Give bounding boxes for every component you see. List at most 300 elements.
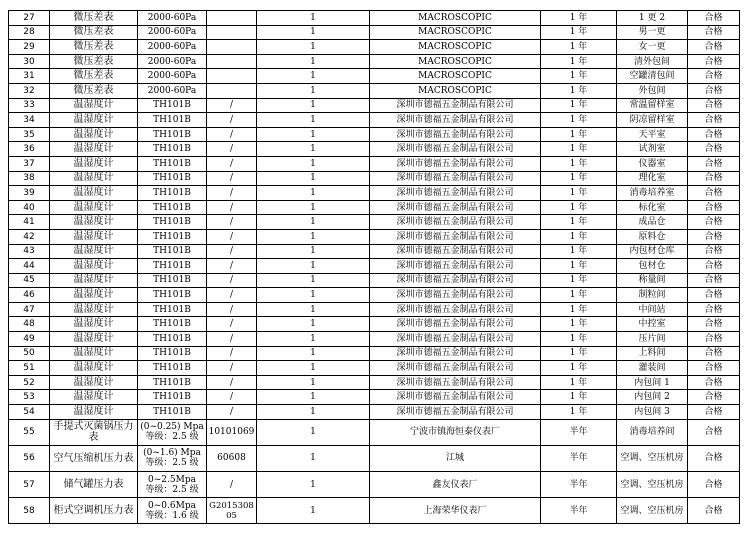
location: 上料间: [617, 346, 688, 361]
model-spec: 2000-60Pa: [138, 54, 207, 69]
calibration-cycle: 1 年: [541, 200, 617, 215]
model-spec: TH101B: [138, 390, 207, 405]
instrument-name: 温湿度计: [50, 127, 138, 142]
manufacturer: 鑫友仪表厂: [370, 472, 541, 498]
manufacturer: 深圳市德福五金制品有限公司: [370, 142, 541, 157]
result: 合格: [688, 54, 740, 69]
model-spec: TH101B: [138, 332, 207, 347]
instrument-name: 微压差表: [50, 40, 138, 55]
manufacturer: MACROSCOPIC: [370, 11, 541, 26]
result: 合格: [688, 375, 740, 390]
row-number: 27: [9, 11, 50, 26]
quantity: 1: [257, 11, 370, 26]
result: 合格: [688, 142, 740, 157]
quantity: 1: [257, 98, 370, 113]
manufacturer: 深圳市德福五金制品有限公司: [370, 200, 541, 215]
serial-number: [207, 83, 257, 98]
quantity: 1: [257, 419, 370, 445]
quantity: 1: [257, 244, 370, 259]
quantity: 1: [257, 54, 370, 69]
manufacturer: 深圳市德福五金制品有限公司: [370, 215, 541, 230]
table-row: [9, 156, 740, 171]
manufacturer: 深圳市德福五金制品有限公司: [370, 229, 541, 244]
serial-number: /: [207, 317, 257, 332]
row-number: 35: [9, 127, 50, 142]
table-row: [9, 127, 740, 142]
table-row: [9, 244, 740, 259]
instrument-name: 温湿度计: [50, 288, 138, 303]
serial-number: /: [207, 361, 257, 376]
calibration-cycle: 1 年: [541, 273, 617, 288]
calibration-cycle: 1 年: [541, 346, 617, 361]
model-spec: TH101B: [138, 259, 207, 274]
table-row: [9, 472, 740, 498]
manufacturer: MACROSCOPIC: [370, 40, 541, 55]
row-number: 36: [9, 142, 50, 157]
result: 合格: [688, 229, 740, 244]
model-spec: TH101B: [138, 244, 207, 259]
row-number: 51: [9, 361, 50, 376]
calibration-cycle: 1 年: [541, 302, 617, 317]
instrument-name: 温湿度计: [50, 332, 138, 347]
serial-number: /: [207, 171, 257, 186]
calibration-cycle: 1 年: [541, 98, 617, 113]
quantity: 1: [257, 390, 370, 405]
model-spec: 2000-60Pa: [138, 83, 207, 98]
serial-number: /: [207, 346, 257, 361]
quantity: 1: [257, 361, 370, 376]
instrument-name: 温湿度计: [50, 215, 138, 230]
serial-number: [207, 54, 257, 69]
model-range: (0~1.6) Mpa: [143, 448, 201, 459]
serial-number: /: [207, 302, 257, 317]
table-row: [9, 11, 740, 26]
manufacturer: 深圳市德福五金制品有限公司: [370, 244, 541, 259]
quantity: 1: [257, 69, 370, 84]
model-spec: TH101B: [138, 186, 207, 201]
calibration-cycle: 1 年: [541, 113, 617, 128]
model-spec: 2000-60Pa: [138, 11, 207, 26]
serial-number: /: [207, 472, 257, 498]
result: 合格: [688, 215, 740, 230]
table-row: [9, 83, 740, 98]
model-spec: 2000-60Pa: [138, 25, 207, 40]
result: 合格: [688, 200, 740, 215]
row-number: 53: [9, 390, 50, 405]
manufacturer: 深圳市德福五金制品有限公司: [370, 405, 541, 420]
location: 内包间 3: [617, 405, 688, 420]
table-row: [9, 361, 740, 376]
result: 合格: [688, 259, 740, 274]
row-number: 49: [9, 332, 50, 347]
table-row: [9, 229, 740, 244]
model-spec: TH101B: [138, 98, 207, 113]
row-number: 44: [9, 259, 50, 274]
manufacturer: 江城: [370, 445, 541, 471]
row-number: 54: [9, 405, 50, 420]
instrument-name: 温湿度计: [50, 142, 138, 157]
instrument-name: 微压差表: [50, 11, 138, 26]
model-spec: TH101B: [138, 361, 207, 376]
calibration-cycle: 1 年: [541, 127, 617, 142]
manufacturer: 深圳市德福五金制品有限公司: [370, 375, 541, 390]
calibration-cycle: 半年: [541, 445, 617, 471]
model-spec: TH101B: [138, 288, 207, 303]
instrument-name: 温湿度计: [50, 156, 138, 171]
quantity: 1: [257, 186, 370, 201]
quantity: 1: [257, 40, 370, 55]
row-number: 56: [9, 445, 50, 471]
manufacturer: MACROSCOPIC: [370, 69, 541, 84]
location: 内包材仓库: [617, 244, 688, 259]
location: 阴凉留样室: [617, 113, 688, 128]
model-grade: 等级：2.5 级: [145, 484, 199, 495]
location: 清外包间: [617, 54, 688, 69]
manufacturer: 深圳市德福五金制品有限公司: [370, 288, 541, 303]
instrument-name: 温湿度计: [50, 273, 138, 288]
manufacturer: 深圳市德福五金制品有限公司: [370, 317, 541, 332]
instrument-name: 微压差表: [50, 69, 138, 84]
model-grade: 等级：2.5 级: [145, 432, 199, 443]
location: 压片间: [617, 332, 688, 347]
model-range: (0~0.25) Mpa: [140, 422, 204, 433]
table-row: [9, 419, 740, 445]
quantity: 1: [257, 332, 370, 347]
table-row: [9, 142, 740, 157]
model-spec: TH101B: [138, 375, 207, 390]
quantity: 1: [257, 229, 370, 244]
instrument-name: 储气罐压力表: [50, 472, 138, 498]
instrument-name: 温湿度计: [50, 390, 138, 405]
manufacturer: 深圳市德福五金制品有限公司: [370, 302, 541, 317]
model-grade: 等级：2.5 级: [145, 458, 199, 469]
location: 原料仓: [617, 229, 688, 244]
calibration-cycle: 1 年: [541, 54, 617, 69]
calibration-cycle: 1 年: [541, 259, 617, 274]
quantity: 1: [257, 273, 370, 288]
result: 合格: [688, 302, 740, 317]
location: 男一更: [617, 25, 688, 40]
table-row: [9, 69, 740, 84]
calibration-cycle: 1 年: [541, 405, 617, 420]
row-number: 58: [9, 498, 50, 524]
table-row: [9, 113, 740, 128]
instrument-name: 微压差表: [50, 54, 138, 69]
result: 合格: [688, 69, 740, 84]
calibration-cycle: 1 年: [541, 288, 617, 303]
model-spec: TH101B: [138, 156, 207, 171]
calibration-cycle: 1 年: [541, 317, 617, 332]
model-range: 0~0.6Mpa: [148, 500, 196, 511]
model-spec: [138, 498, 207, 524]
model-spec: TH101B: [138, 200, 207, 215]
instrument-name: 温湿度计: [50, 244, 138, 259]
table-row: [9, 186, 740, 201]
quantity: 1: [257, 375, 370, 390]
table-row: [9, 98, 740, 113]
calibration-cycle: 1 年: [541, 215, 617, 230]
row-number: 31: [9, 69, 50, 84]
instrument-name: 温湿度计: [50, 346, 138, 361]
quantity: 1: [257, 405, 370, 420]
instrument-name: 柜式空调机压力表: [50, 498, 138, 524]
instrument-name: 空气压缩机压力表: [50, 445, 138, 471]
instrument-register-table: [8, 10, 740, 524]
result: 合格: [688, 419, 740, 445]
calibration-cycle: 1 年: [541, 69, 617, 84]
row-number: 52: [9, 375, 50, 390]
table-body: [9, 11, 740, 524]
calibration-cycle: 1 年: [541, 156, 617, 171]
table-row: [9, 215, 740, 230]
calibration-cycle: 1 年: [541, 171, 617, 186]
model-spec: TH101B: [138, 317, 207, 332]
model-spec: TH101B: [138, 229, 207, 244]
serial-number: /: [207, 142, 257, 157]
table-row: [9, 171, 740, 186]
location: 外包间: [617, 83, 688, 98]
serial-number: /: [207, 332, 257, 347]
table-row: [9, 259, 740, 274]
model-spec: TH101B: [138, 405, 207, 420]
result: 合格: [688, 11, 740, 26]
serial-number: [207, 11, 257, 26]
model-spec: [138, 472, 207, 498]
manufacturer: 深圳市德福五金制品有限公司: [370, 113, 541, 128]
serial-number: /: [207, 405, 257, 420]
result: 合格: [688, 127, 740, 142]
model-grade: 等级：1.6 级: [145, 510, 199, 521]
location: 标化室: [617, 200, 688, 215]
manufacturer: 深圳市德福五金制品有限公司: [370, 171, 541, 186]
quantity: 1: [257, 142, 370, 157]
model-spec: 2000-60Pa: [138, 69, 207, 84]
row-number: 34: [9, 113, 50, 128]
serial-number: G2015308 05: [207, 498, 257, 524]
row-number: 29: [9, 40, 50, 55]
location: 常温留样室: [617, 98, 688, 113]
result: 合格: [688, 113, 740, 128]
serial-number: /: [207, 288, 257, 303]
location: 1 更 2: [617, 11, 688, 26]
serial-number: /: [207, 390, 257, 405]
location: 仪器室: [617, 156, 688, 171]
instrument-name: 手提式灭菌锅压力表: [50, 419, 138, 445]
row-number: 38: [9, 171, 50, 186]
calibration-cycle: 半年: [541, 498, 617, 524]
serial-number: /: [207, 127, 257, 142]
calibration-cycle: 1 年: [541, 375, 617, 390]
instrument-name: 温湿度计: [50, 113, 138, 128]
location: 试剂室: [617, 142, 688, 157]
result: 合格: [688, 361, 740, 376]
row-number: 46: [9, 288, 50, 303]
serial-number: [207, 69, 257, 84]
serial-number: /: [207, 156, 257, 171]
serial-number: /: [207, 244, 257, 259]
result: 合格: [688, 186, 740, 201]
row-number: 32: [9, 83, 50, 98]
row-number: 43: [9, 244, 50, 259]
model-spec: TH101B: [138, 142, 207, 157]
instrument-name: 温湿度计: [50, 98, 138, 113]
table-row: [9, 25, 740, 40]
instrument-name: 温湿度计: [50, 302, 138, 317]
serial-number: /: [207, 375, 257, 390]
manufacturer: 宁波市镇海恒泰仪表厂: [370, 419, 541, 445]
instrument-name: 温湿度计: [50, 317, 138, 332]
table-row: [9, 445, 740, 471]
result: 合格: [688, 498, 740, 524]
result: 合格: [688, 317, 740, 332]
instrument-name: 温湿度计: [50, 186, 138, 201]
manufacturer: 深圳市德福五金制品有限公司: [370, 186, 541, 201]
instrument-name: 微压差表: [50, 25, 138, 40]
row-number: 48: [9, 317, 50, 332]
result: 合格: [688, 25, 740, 40]
result: 合格: [688, 273, 740, 288]
location: 成品仓: [617, 215, 688, 230]
model-spec: TH101B: [138, 215, 207, 230]
calibration-cycle: 1 年: [541, 186, 617, 201]
location: 内包间 2: [617, 390, 688, 405]
serial-number: /: [207, 259, 257, 274]
table-row: [9, 332, 740, 347]
row-number: 33: [9, 98, 50, 113]
quantity: 1: [257, 113, 370, 128]
instrument-name: 温湿度计: [50, 361, 138, 376]
result: 合格: [688, 244, 740, 259]
manufacturer: 深圳市德福五金制品有限公司: [370, 259, 541, 274]
calibration-cycle: 1 年: [541, 244, 617, 259]
table-row: [9, 405, 740, 420]
table-row: [9, 288, 740, 303]
manufacturer: 深圳市德福五金制品有限公司: [370, 332, 541, 347]
quantity: 1: [257, 445, 370, 471]
location: 消毒培养室: [617, 186, 688, 201]
model-spec: TH101B: [138, 273, 207, 288]
row-number: 55: [9, 419, 50, 445]
result: 合格: [688, 156, 740, 171]
serial-number: 10101069: [207, 419, 257, 445]
location: 空罐清包间: [617, 69, 688, 84]
location: 包材仓: [617, 259, 688, 274]
quantity: 1: [257, 498, 370, 524]
manufacturer: 深圳市德福五金制品有限公司: [370, 346, 541, 361]
quantity: 1: [257, 346, 370, 361]
quantity: 1: [257, 259, 370, 274]
table-row: [9, 200, 740, 215]
calibration-cycle: 1 年: [541, 142, 617, 157]
row-number: 28: [9, 25, 50, 40]
location: 中控室: [617, 317, 688, 332]
serial-number: /: [207, 273, 257, 288]
serial-number: 60608: [207, 445, 257, 471]
manufacturer: 深圳市德福五金制品有限公司: [370, 361, 541, 376]
calibration-cycle: 1 年: [541, 40, 617, 55]
result: 合格: [688, 171, 740, 186]
table-row: [9, 40, 740, 55]
result: 合格: [688, 98, 740, 113]
instrument-name: 温湿度计: [50, 200, 138, 215]
calibration-cycle: 1 年: [541, 332, 617, 347]
table-row: [9, 346, 740, 361]
model-spec: TH101B: [138, 346, 207, 361]
row-number: 42: [9, 229, 50, 244]
serial-number: [207, 40, 257, 55]
instrument-name: 温湿度计: [50, 405, 138, 420]
result: 合格: [688, 405, 740, 420]
table-row: [9, 317, 740, 332]
table-row: [9, 302, 740, 317]
result: 合格: [688, 83, 740, 98]
table-row: [9, 498, 740, 524]
quantity: 1: [257, 25, 370, 40]
result: 合格: [688, 445, 740, 471]
row-number: 45: [9, 273, 50, 288]
instrument-name: 温湿度计: [50, 375, 138, 390]
manufacturer: 深圳市德福五金制品有限公司: [370, 156, 541, 171]
serial-number: /: [207, 186, 257, 201]
quantity: 1: [257, 83, 370, 98]
location: 灌装间: [617, 361, 688, 376]
result: 合格: [688, 472, 740, 498]
location: 空调、空压机房: [617, 445, 688, 471]
instrument-name: 温湿度计: [50, 259, 138, 274]
manufacturer: 上海荣华仪表厂: [370, 498, 541, 524]
manufacturer: 深圳市德福五金制品有限公司: [370, 98, 541, 113]
manufacturer: 深圳市德福五金制品有限公司: [370, 390, 541, 405]
location: 女一更: [617, 40, 688, 55]
serial-number: /: [207, 113, 257, 128]
model-spec: 2000-60Pa: [138, 40, 207, 55]
table-row: [9, 375, 740, 390]
row-number: 57: [9, 472, 50, 498]
quantity: 1: [257, 472, 370, 498]
instrument-name: 微压差表: [50, 83, 138, 98]
quantity: 1: [257, 171, 370, 186]
quantity: 1: [257, 127, 370, 142]
model-spec: TH101B: [138, 171, 207, 186]
instrument-name: 温湿度计: [50, 171, 138, 186]
manufacturer: MACROSCOPIC: [370, 83, 541, 98]
row-number: 30: [9, 54, 50, 69]
row-number: 50: [9, 346, 50, 361]
location: 中间站: [617, 302, 688, 317]
calibration-cycle: 半年: [541, 419, 617, 445]
model-spec: TH101B: [138, 127, 207, 142]
calibration-cycle: 1 年: [541, 361, 617, 376]
quantity: 1: [257, 317, 370, 332]
serial-number: /: [207, 215, 257, 230]
location: 称量间: [617, 273, 688, 288]
location: 内包间 1: [617, 375, 688, 390]
manufacturer: 深圳市德福五金制品有限公司: [370, 273, 541, 288]
result: 合格: [688, 332, 740, 347]
location: 空调、空压机房: [617, 472, 688, 498]
row-number: 40: [9, 200, 50, 215]
quantity: 1: [257, 156, 370, 171]
table-row: [9, 54, 740, 69]
model-spec: [138, 445, 207, 471]
quantity: 1: [257, 200, 370, 215]
calibration-cycle: 1 年: [541, 83, 617, 98]
row-number: 39: [9, 186, 50, 201]
quantity: 1: [257, 288, 370, 303]
location: 制粒间: [617, 288, 688, 303]
table-row: [9, 273, 740, 288]
result: 合格: [688, 40, 740, 55]
